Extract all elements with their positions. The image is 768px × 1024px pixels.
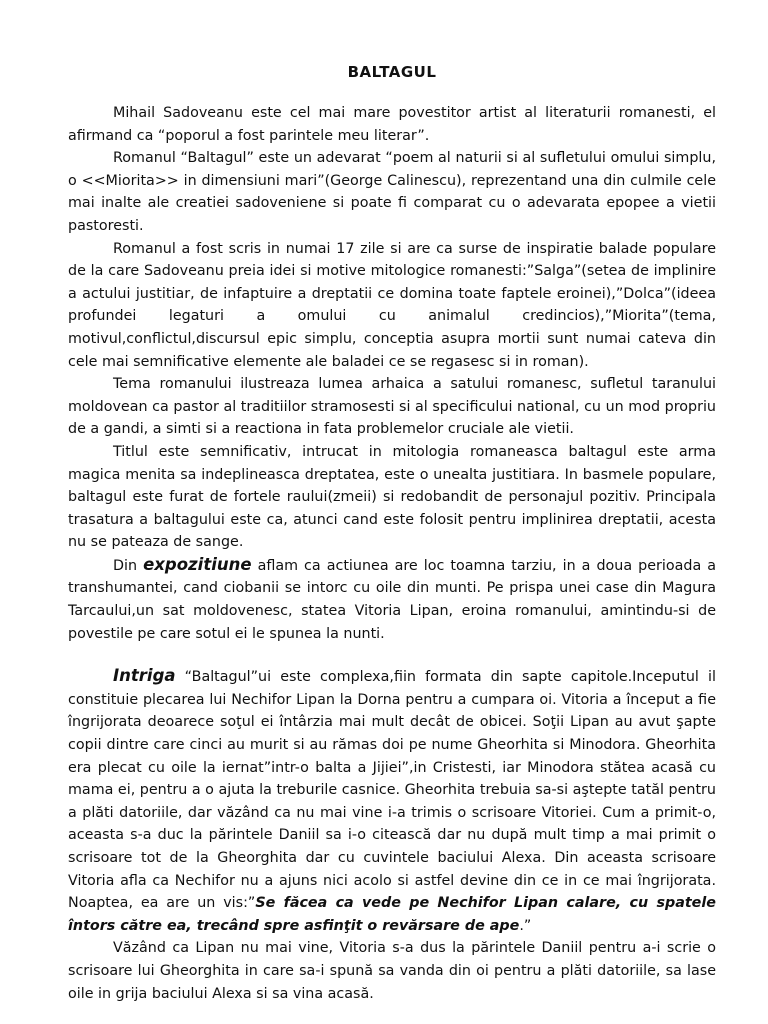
paragraph-calinescu: Romanul “Baltagul” este un adevarat “poem al naturii si al sufletului omului simplu, o <<Miorita>> in dimensiuni mari”(George Calinescu), reprezentand una din culmile cele mai inalte ale creatiei sadoveniene si poate fi comparat cu o adevarata epopee a vietii pastoresti. [68, 150, 716, 234]
exposition-text: aflam ca actiunea are loc toamna tarziu, in a doua perioada a transhumantei, cand ciobanii se intorc cu oile din munti. Pe prispa unei case din Magura Tarcaului,un sat moldovenesc, statea Vitoria Lipan, eroina romanului, amintindu-si de povestile pe care sotul ei le spunea la nunti. [68, 557, 716, 642]
intrigue-text: “Baltagul”ui este complexa,fiin formata din sapte capitole.Inceputul il constituie plecarea lui Nechifor Lipan la Dorna pentru a cumpara oi. Vitoria a început a fie îngrijorata deoarece soţul ei întârzia mai mult decât de obicei. Soţii Lipan au avut şapte copii dintre care cinci au murit si au rămas doi pe nume Gheorhita si Minodora. Gheorhita era plecat cu oile la iernat”intr-o balta a Jijiei”,in Cristesti, iar Minodora stătea acasă cu mama ei, pentru a o ajuta la treburile casnice. Gheorhita trebuia sa-si aştepte tatăl pentru a plăti datoriile, dar văzând ca nu mai vine i-a trimis o scrisoare Vitoriei. Cum a primit-o, aceasta s-a duc la părintele Daniil sa i-o citească dar nu după mult timp a mai primit o scrisoare tot de la Gheorghita dar cu cuvintele baciului Alexa. Din aceasta scrisoare Vitoria afla ca Nechifor nu a ajuns nici acolo si astfel devine din ce in ce mai îngrijorata. Noaptea, ea are un vis:” [68, 669, 716, 912]
paragraph-intrigue [68, 665, 716, 937]
paragraph-title-meaning: Titlul este semnificativ, intrucat in mitologia romaneasca baltagul este arma magica menita sa indeplineasca dreptatea, este o unealta justitiara. In basmele populare, baltagul este furat de fortele raului(zmeii) si redobandit de personajul pozitiv. Principala trasatura a baltagului este ca, atunci cand este folosit pentru implinirea dreptatii, acesta nu se pateaza de sange. [68, 443, 716, 551]
paragraph-inspiration: Romanul a fost scris in numai 17 zile si are ca surse de inspiratie balade populare de la care Sadoveanu preia idei si motive mitologice romanesti:”Salga”(setea de implinire a actului justitiar, de infaptuire a dreptatii ce domina toate faptele eroinei),”Dolca”(ideea profundei legaturi a omului cu animalul credincios),”Miorita”(tema, motivul,conflictul,discursul epic simplu, conceptia asupra mortii sunt numai cateva din cele mai semnificative elemente ale baladei ce se regasesc si in roman). [68, 240, 716, 370]
exposition-keyword: expozitiune [143, 554, 252, 574]
dream-quote: Se făcea ca vede pe Nechifor Lipan calare, cu spatele întors către ea, trecând spre asfinţit o revărsare de ape [68, 895, 716, 934]
paragraph-intro: Mihail Sadoveanu este cel mai mare povestitor artist al literaturii romanesti, el afirmand ca “poporul a fost parintele meu literar”. [68, 105, 716, 144]
document-title: BALTAGUL [347, 63, 437, 81]
paragraph-theme: Tema romanului ilustreaza lumea arhaica a satului romanesc, sufletul taranului moldovean ca pastor al traditiilor stramosesti si al specificului national, cu un mod propriu de a gandi, a simti si a reactiona in fata problemelor cruciale ale vietii. [68, 376, 716, 438]
exposition-lead: Din [113, 557, 144, 574]
intrigue-keyword: Intriga [113, 666, 176, 686]
dream-quote-end: .” [519, 917, 532, 934]
paragraph-letter: Văzând ca Lipan nu mai vine, Vitoria s-a dus la părintele Daniil pentru a-i scrie o scrisoare lui Gheorghita in care sa-i spună sa vanda din oi pentru a plăti datoriile, sa lase oile in grija baciului Alexa si sa vina acasă. [68, 940, 716, 1002]
paragraph-exposition [68, 554, 716, 645]
